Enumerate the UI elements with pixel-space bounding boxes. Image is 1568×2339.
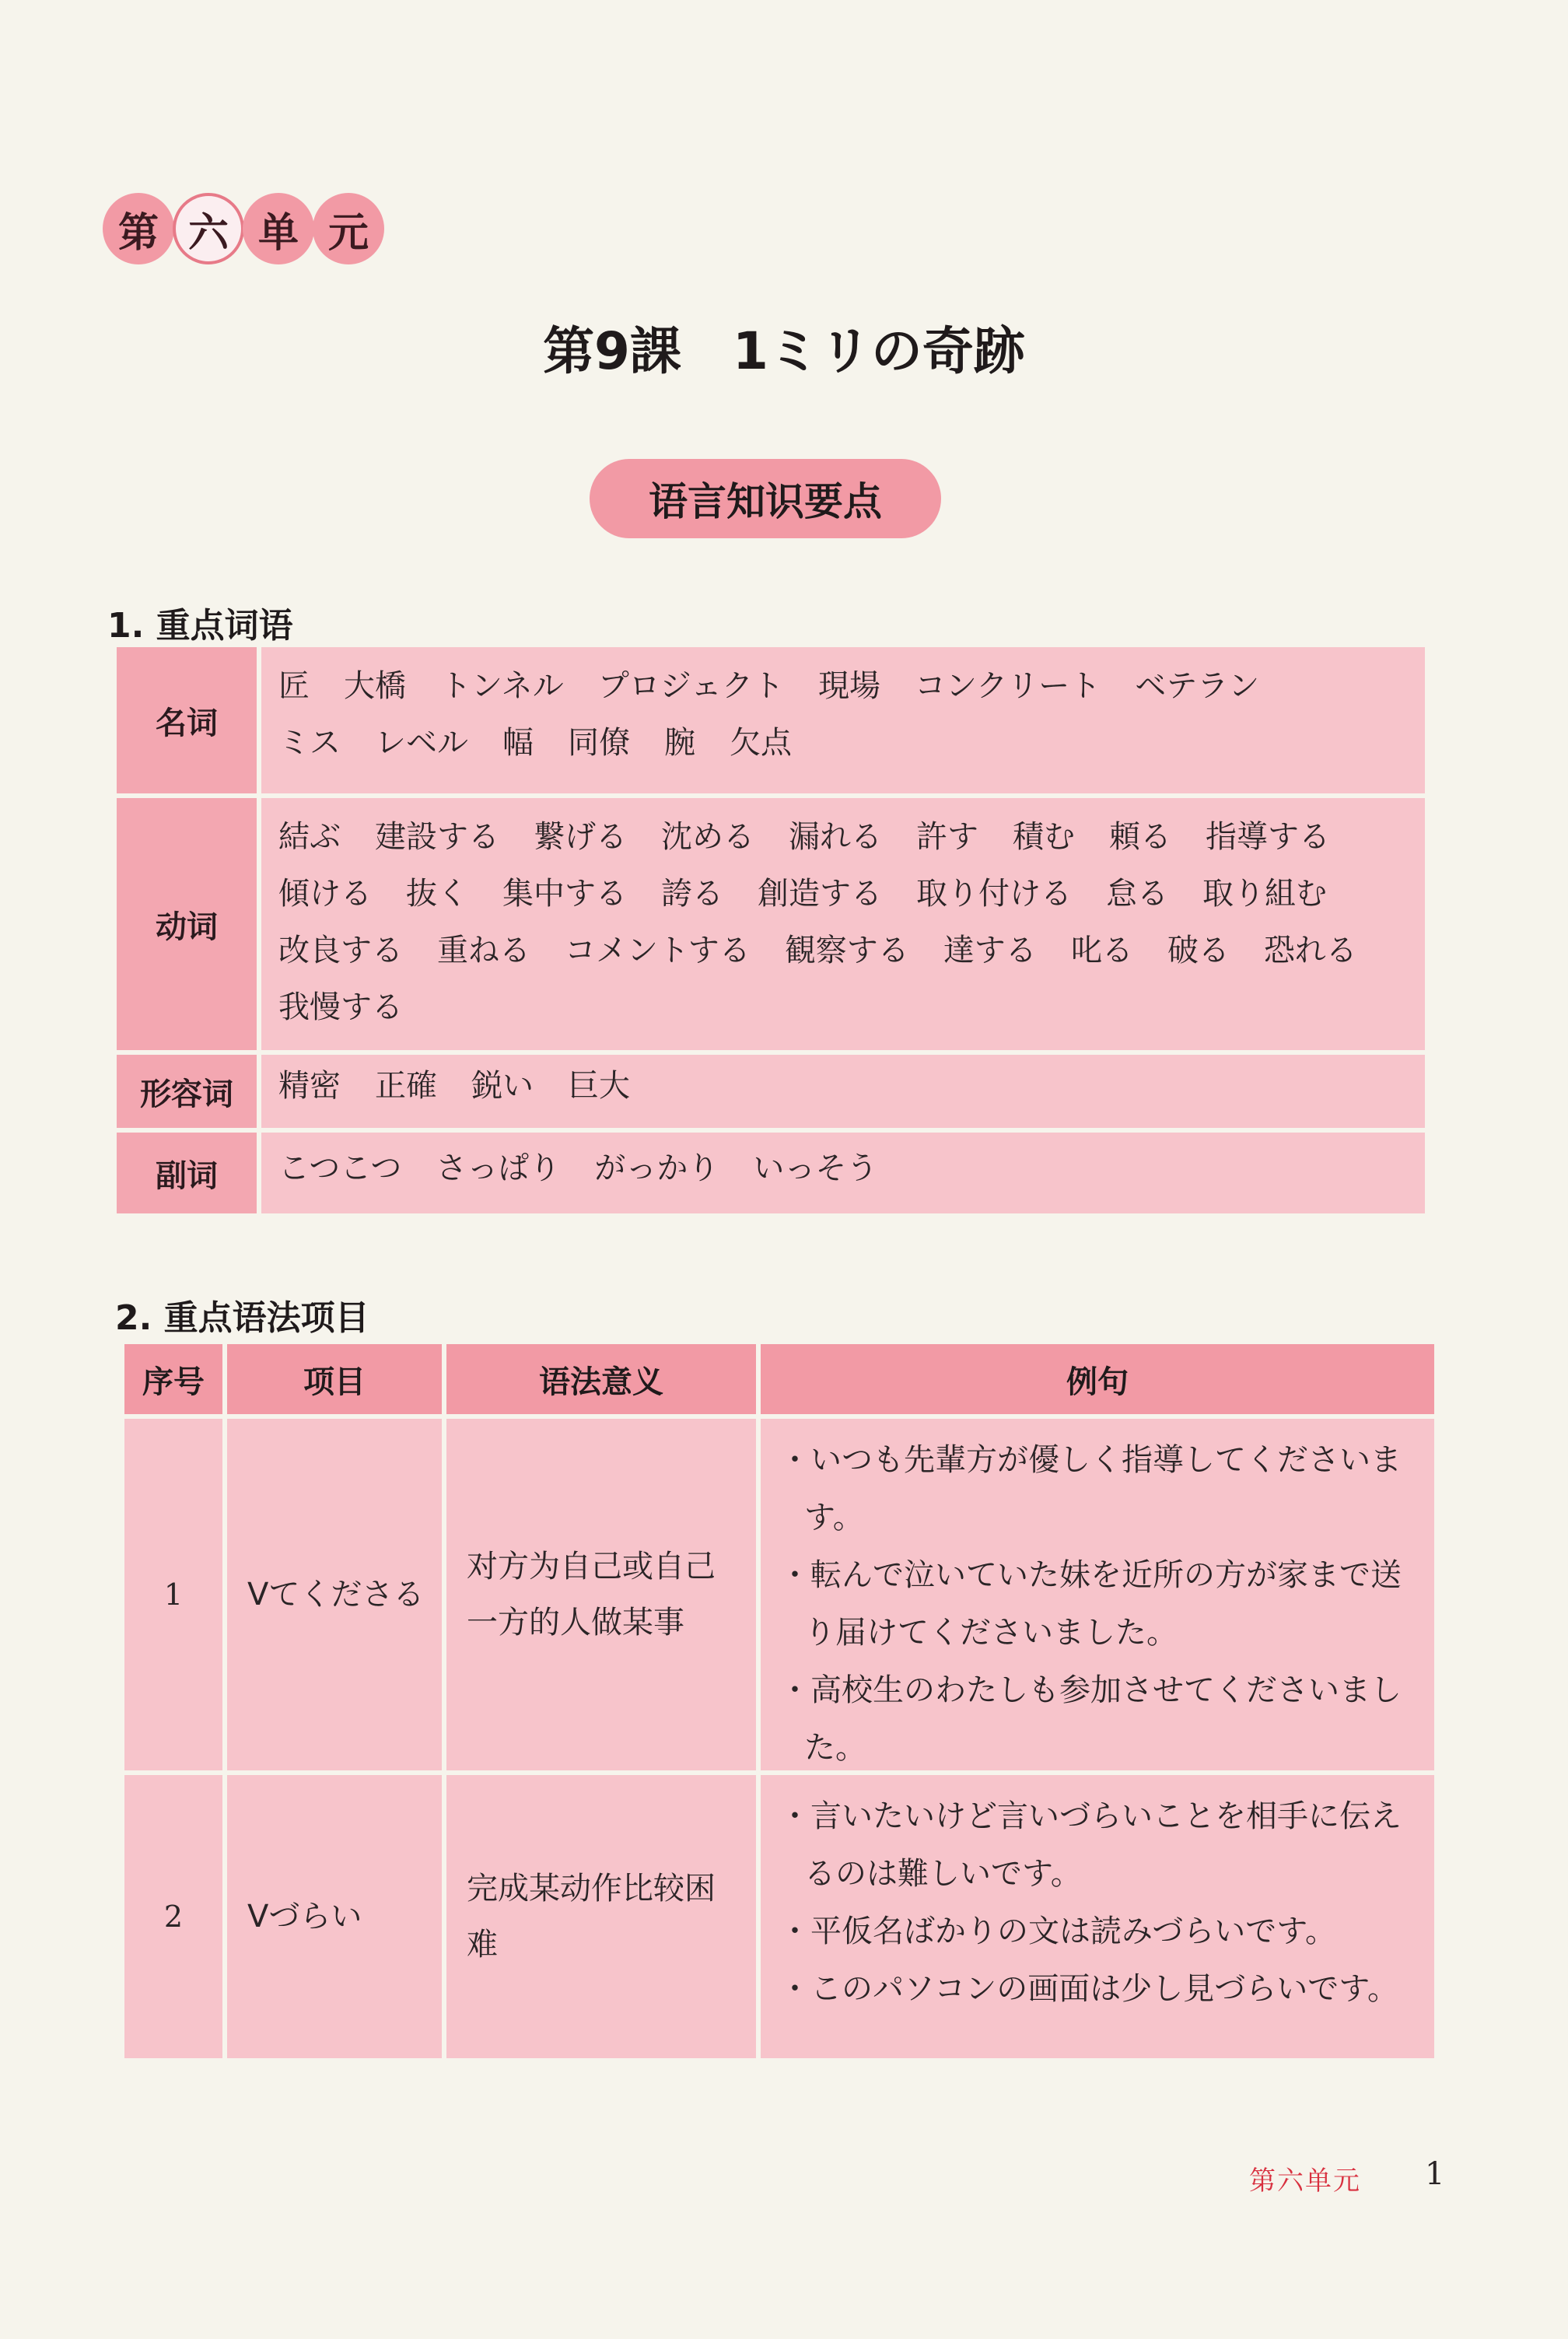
vocab-word: 沈める: [661, 819, 754, 855]
grammar-examples: [761, 1775, 1434, 2058]
vocab-word: 恐れる: [1263, 933, 1357, 968]
vocab-word: コンクリート: [915, 668, 1101, 704]
page-number: 1: [1425, 2156, 1445, 2192]
grammar-example: ・平仮名ばかりの文は読みづらいです。: [779, 1914, 1336, 1949]
vocab-word: 頼る: [1109, 819, 1171, 855]
vocab-word: ベテラン: [1135, 668, 1260, 704]
grammar-no: 2: [124, 1775, 222, 2058]
vocab-word: 許す: [916, 819, 978, 855]
vocab-word: 指導する: [1206, 819, 1330, 855]
vocab-words: [261, 647, 1425, 793]
unit-badge-char: 元: [313, 193, 384, 264]
vocab-word: 現場: [818, 668, 881, 704]
footer-unit-label: 第六单元: [1249, 2166, 1361, 2197]
vocab-word: 傾ける: [278, 876, 372, 912]
lesson-title: 第9課 1ミリの奇跡: [543, 321, 1025, 381]
vocab-word: レベル: [375, 725, 468, 761]
vocab-word: 観察する: [784, 933, 909, 968]
vocab-table: [117, 647, 1425, 1218]
vocab-word: トンネル: [440, 668, 564, 704]
vocab-word: 抜く: [406, 876, 468, 912]
vocab-word: 重ねる: [437, 933, 530, 968]
vocab-word: 正確: [375, 1068, 437, 1104]
vocab-row: [117, 647, 1425, 793]
vocab-category: 动词: [117, 798, 257, 1050]
grammar-example: ・転んで泣いていた妹を近所の方が家まで送り届けてくださいました。: [779, 1557, 1402, 1651]
vocab-word: 我慢する: [278, 989, 403, 1025]
vocab-words: [261, 798, 1425, 1050]
vocab-word: プロジェクト: [597, 668, 785, 704]
unit-badge-char: 六: [173, 193, 244, 264]
vocab-word: さっぱり: [436, 1150, 561, 1186]
grammar-meaning: 对方为自己或自己一方的人做某事: [446, 1419, 756, 1770]
vocab-word: 取り組む: [1202, 876, 1327, 912]
vocab-word: 大橋: [344, 668, 406, 704]
vocab-word: 精密: [278, 1068, 341, 1104]
vocab-word: 鋭い: [471, 1068, 534, 1104]
vocab-row: [117, 1055, 1425, 1128]
vocab-word: 幅: [502, 725, 534, 761]
unit-badge: [103, 193, 383, 271]
vocab-category: 副词: [117, 1133, 257, 1213]
unit-badge-char: 第: [103, 193, 174, 264]
grammar-row: [124, 1775, 1434, 2058]
grammar-item: Vてくださる: [227, 1419, 442, 1770]
vocab-word: 叱る: [1070, 933, 1133, 968]
grammar-meaning: 完成某动作比较困难: [446, 1775, 756, 2058]
vocab-category: 形容词: [117, 1055, 257, 1128]
vocab-word: 漏れる: [789, 819, 882, 855]
vocab-word: 破る: [1167, 933, 1230, 968]
vocab-word: 取り付ける: [916, 876, 1072, 912]
grammar-header: 序号: [124, 1344, 222, 1414]
vocab-word: 巨大: [568, 1068, 630, 1104]
vocab-word: 腕: [664, 725, 695, 761]
grammar-example: ・高校生のわたしも参加させてくださいました。: [779, 1672, 1402, 1766]
vocab-word: 積む: [1013, 819, 1075, 855]
grammar-example: ・言いたいけど言いづらいことを相手に伝えるのは難しいです。: [779, 1798, 1402, 1892]
vocab-word: 建設する: [375, 819, 499, 855]
vocab-word: 誇る: [661, 876, 723, 912]
grammar-header: 例句: [761, 1344, 1434, 1414]
unit-badge-char: 单: [243, 193, 314, 264]
grammar-example: ・いつも先輩方が優しく指導してくださいます。: [779, 1442, 1402, 1535]
vocab-word: 繋げる: [534, 819, 627, 855]
vocab-row: [117, 1133, 1425, 1213]
vocab-word: 達する: [943, 933, 1037, 968]
grammar-header: 语法意义: [446, 1344, 756, 1414]
vocab-word: ミス: [278, 725, 341, 761]
vocab-row: [117, 798, 1425, 1050]
vocab-word: 怠る: [1106, 876, 1168, 912]
grammar-item: Vづらい: [227, 1775, 442, 2058]
vocab-word: 同僚: [568, 725, 630, 761]
grammar-examples: [761, 1419, 1434, 1770]
vocab-word: こつこつ: [278, 1150, 402, 1186]
grammar-no: 1: [124, 1419, 222, 1770]
vocab-words: [261, 1133, 1425, 1213]
vocab-word: 創造する: [758, 876, 882, 912]
grammar-header-row: [124, 1344, 1434, 1414]
grammar-example: ・このパソコンの画面は少し見づらいです。: [779, 1971, 1398, 2007]
vocab-heading: 1. 重点词语: [107, 606, 293, 646]
grammar-heading: 2. 重点语法项目: [115, 1298, 369, 1338]
vocab-word: 欠点: [730, 725, 792, 761]
grammar-header: 项目: [227, 1344, 442, 1414]
vocab-word: がっかり: [594, 1150, 719, 1186]
grammar-table: [124, 1344, 1434, 2063]
vocab-category: 名词: [117, 647, 257, 793]
vocab-word: いっそう: [753, 1150, 878, 1186]
vocab-word: 改良する: [278, 933, 403, 968]
vocab-word: 匠: [278, 668, 310, 704]
vocab-words: [261, 1055, 1425, 1128]
vocab-word: 集中する: [502, 876, 627, 912]
section-title: 语言知识要点: [590, 459, 941, 538]
grammar-row: [124, 1419, 1434, 1770]
vocab-word: コメントする: [565, 933, 751, 968]
vocab-word: 結ぶ: [278, 819, 341, 855]
